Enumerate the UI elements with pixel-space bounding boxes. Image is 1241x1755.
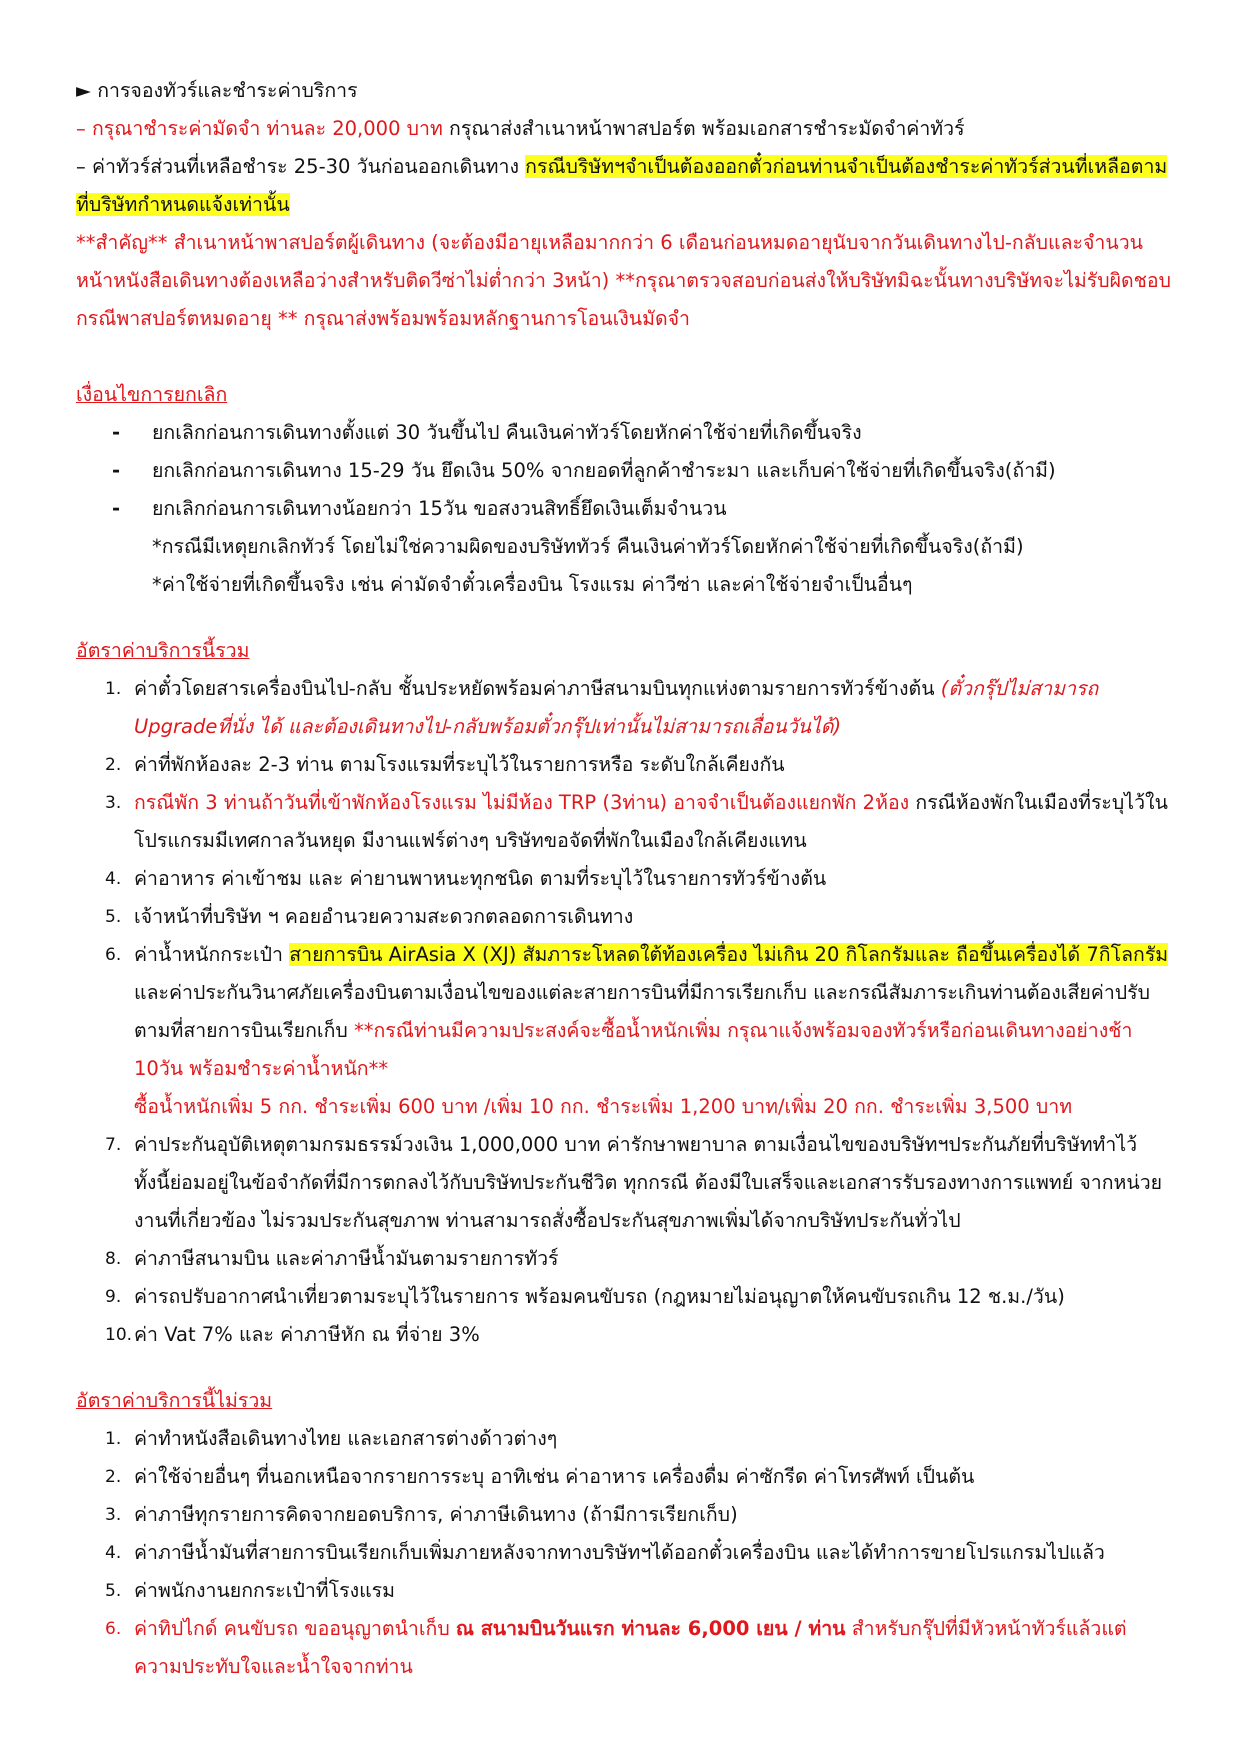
item-text: ค่าภาษีสนามบิน และค่าภาษีน้ำมันตามรายการทัวร์ <box>134 1247 559 1270</box>
list-item <box>76 784 1172 860</box>
item-text: เจ้าหน้าที่บริษัท ฯ คอยอำนวยความสะดวกตลอดการเดินทาง <box>134 905 634 928</box>
balance-text: – ค่าทัวร์ส่วนที่เหลือชำระ 25-30 วันก่อนออกเดินทาง <box>76 155 526 178</box>
list-item <box>76 1534 1172 1572</box>
item-number: 6. <box>105 1619 122 1639</box>
item-number: 3. <box>105 1505 122 1525</box>
item-text: และค่าประกันวินาศภัยเครื่องบินตามเงื่อนไขของแต่ละสายการบินที่มีการเรียกเก็บ และกรณีสัมภาระเกินท่านต้องเสียค่าปรับตามที่สายการบินเรียกเก็บ <box>134 981 1150 1042</box>
item-text: ค่าอาหาร ค่าเข้าชม และ ค่ายานพาหนะทุกชนิด ตามที่ระบุไว้ในรายการทัวร์ข้างต้น <box>134 867 827 890</box>
cancel-note: *ค่าใช้จ่ายที่เกิดขึ้นจริง เช่น ค่ามัดจำตั๋วเครื่องบิน โรงแรม ค่าวีซ่า และค่าใช้จ่ายจำเป็นอื่นๆ <box>152 573 913 596</box>
booking-heading: ► การจองทัวร์และชำระค่าบริการ <box>76 79 358 102</box>
item-text: ค่าตั๋วโดยสารเครื่องบินไป-กลับ ชั้นประหยัดพร้อมค่าภาษีสนามบินทุกแห่งตามรายการทัวร์ข้างต้น <box>134 677 941 700</box>
tip-amount: ณ สนามบินวันแรก ท่านละ 6,000 เยน / ท่าน <box>455 1617 846 1640</box>
item-note: **กรณีท่านมีความประสงค์จะซื้อน้ำหนักเพิ่ม กรุณาแจ้งพร้อมจองทัวร์หรือก่อนเดินทางอย่างช้า 10วัน พร้อมชำระค่าน้ำหนัก** <box>134 1019 1133 1080</box>
balance-line <box>76 148 1172 224</box>
item-text: สำหรับกรุ๊ปที่มีหัวหน้าทัวร์แล้วแต่ความประทับใจและน้ำใจจากท่าน <box>134 1617 1127 1678</box>
list-item <box>76 1572 1172 1610</box>
item-text: ค่าทิปไกด์ คนขับรถ ขออนุญาตนำเก็บ <box>134 1617 456 1640</box>
cancel-item-text: ยกเลิกก่อนการเดินทาง 15-29 วัน ยึดเงิน 50% จากยอดที่ลูกค้าชำระมา และเก็บค่าใช้จ่ายที่เกิดขึ้นจริง(ถ้ามี) <box>152 459 1056 482</box>
item-text: ค่าภาษีน้ำมันที่สายการบินเรียกเก็บเพิ่มภายหลังจากทางบริษัทฯได้ออกตั๋วเครื่องบิน และได้ทำการขายโปรแกรมไปแล้ว <box>134 1541 1105 1564</box>
item-number: 1. <box>105 1429 122 1449</box>
list-item <box>76 1240 1172 1278</box>
item-number: 6. <box>105 945 122 965</box>
list-item <box>76 1610 1172 1686</box>
list-item <box>76 746 1172 784</box>
item-number: 2. <box>105 1467 122 1487</box>
excluded-list <box>76 1420 1172 1686</box>
item-number: 10. <box>105 1325 133 1345</box>
item-number: 7. <box>105 1135 122 1155</box>
deposit-amount: – กรุณาชำระค่ามัดจำ ท่านละ 20,000 บาท <box>76 117 443 140</box>
list-item <box>76 1278 1172 1316</box>
item-text: ค่าน้ำหนักกระเป๋า <box>134 943 290 966</box>
item-number: 4. <box>105 1543 122 1563</box>
item-note: (ตั๋วกรุ๊ปไม่สามารถ Upgradeที่นั่ง ได้ และต้องเดินทางไป-กลับพร้อมตั๋วกรุ๊ปเท่านั้นไม่สามารถเลื่อนวันได้) <box>134 677 1099 738</box>
item-number: 4. <box>105 869 122 889</box>
item-text: ค่าประกันอุบัติเหตุตามกรมธรรม์วงเงิน 1,000,000 บาท ค่ารักษาพยาบาล ตามเงื่อนไขของบริษัทฯประกันภัยที่บริษัททำไว้ ทั้งนี้ย่อมอยู่ในข้อจำกัดที่มีการตกลงไว้กับบริษัทประกันชีวิต ทุกกรณี ต้องมีใบเสร็จและเอกสารรับรองทางการแพทย์ จากหน่วยงานที่เกี่ยวข้อง ไม่รวมประกันสุขภาพ ท่านสามารถสั่งซื้อประกันสุขภาพเพิ่มได้จากบริษัทประกันทั่วไป <box>134 1133 1163 1232</box>
list-item <box>76 670 1172 746</box>
baggage-price-note: ซื้อน้ำหนักเพิ่ม 5 กก. ชำระเพิ่ม 600 บาท /เพิ่ม 10 กก. ชำระเพิ่ม 1,200 บาท/เพิ่ม 20 กก. ชำระเพิ่ม 3,500 บาท <box>134 1095 1073 1118</box>
item-number: 8. <box>105 1249 122 1269</box>
dash-bullet: - <box>112 421 121 444</box>
excluded-heading: อัตราค่าบริการนี้ไม่รวม <box>76 1389 273 1412</box>
item-text: ค่าที่พักห้องละ 2-3 ท่าน ตามโรงแรมที่ระบุไว้ในรายการหรือ ระดับใกล้เคียงกัน <box>134 753 785 776</box>
list-item <box>76 1496 1172 1534</box>
item-text: ค่าภาษีทุกรายการคิดจากยอดบริการ, ค่าภาษีเดินทาง (ถ้ามีการเรียกเก็บ) <box>134 1503 738 1526</box>
item-text: ค่าพนักงานยกกระเป๋าที่โรงแรม <box>134 1579 395 1602</box>
list-item <box>76 936 1172 1126</box>
included-heading: อัตราค่าบริการนี้รวม <box>76 639 250 662</box>
deposit-line <box>76 110 1172 148</box>
item-number: 5. <box>105 907 122 927</box>
cancel-list <box>76 414 1172 528</box>
item-text: ค่าทำหนังสือเดินทางไทย และเอกสารต่างด้าวต่างๆ <box>134 1427 558 1450</box>
cancel-item-text: ยกเลิกก่อนการเดินทางตั้งแต่ 30 วันขึ้นไป คืนเงินค่าทัวร์โดยหักค่าใช้จ่ายที่เกิดขึ้นจริง <box>152 421 862 444</box>
balance-highlight: กรณีบริษัทฯจำเป็นต้องออกตั๋วก่อนท่านจำเป็นต้องชำระค่าทัวร์ส่วนที่เหลือตามที่บริษัทกำหนดแจ้งเท่านั้น <box>76 155 1168 216</box>
deposit-instruction: กรุณาส่งสำเนาหน้าพาสปอร์ต พร้อมเอกสารชำระมัดจำค่าทัวร์ <box>442 117 965 140</box>
cancel-note: *กรณีมีเหตุยกเลิกทัวร์ โดยไม่ใช่ความผิดของบริษัททัวร์ คืนเงินค่าทัวร์โดยหักค่าใช้จ่ายที่เกิดขึ้นจริง(ถ้ามี) <box>152 535 1024 558</box>
list-item <box>76 490 1172 528</box>
cancel-item-text: ยกเลิกก่อนการเดินทางน้อยกว่า 15วัน ขอสงวนสิทธิ์ยึดเงินเต็มจำนวน <box>152 497 727 520</box>
list-item <box>76 414 1172 452</box>
list-item <box>76 452 1172 490</box>
included-list <box>76 670 1172 1354</box>
list-item <box>76 898 1172 936</box>
item-note: กรณีพัก 3 ท่านถ้าวันที่เข้าพักห้องโรงแรม ไม่มีห้อง TRP (3ท่าน) อาจจำเป็นต้องแยกพัก 2ห้อง <box>134 791 910 814</box>
list-item <box>76 860 1172 898</box>
item-text: ค่า Vat 7% และ ค่าภาษีหัก ณ ที่จ่าย 3% <box>134 1323 480 1346</box>
item-number: 1. <box>105 679 122 699</box>
list-item <box>76 1316 1172 1354</box>
item-number: 2. <box>105 755 122 775</box>
item-text: ค่าใช้จ่ายอื่นๆ ที่นอกเหนือจากรายการระบุ อาทิเช่น ค่าอาหาร เครื่องดื่ม ค่าซักรีด ค่าโทรศัพท์ เป็นต้น <box>134 1465 975 1488</box>
item-number: 9. <box>105 1287 122 1307</box>
list-item <box>76 1420 1172 1458</box>
cancel-heading: เงื่อนไขการยกเลิก <box>76 383 228 406</box>
list-item <box>76 1458 1172 1496</box>
dash-bullet: - <box>112 497 121 520</box>
item-text: กรณีห้องพักในเมืองที่ระบุไว้ในโปรแกรมมีเทศกาลวันหยุด มีงานแฟร์ต่างๆ บริษัทขอจัดที่พักในเมืองใกล้เคียงแทน <box>134 791 1168 852</box>
item-number: 3. <box>105 793 122 813</box>
important-note: **สำคัญ** สำเนาหน้าพาสปอร์ตผู้เดินทาง (จะต้องมีอายุเหลือมากกว่า 6 เดือนก่อนหมดอายุนับจากวันเดินทางไป-กลับและจำนวนหน้าหนังสือเดินทางต้องเหลือว่างสำหรับติดวีซ่าไม่ต่ำกว่า 3หน้า) **กรุณาตรวจสอบก่อนส่งให้บริษัทมิฉะนั้นทางบริษัทจะไม่รับผิดชอบกรณีพาสปอร์ตหมดอายุ ** กรุณาส่งพร้อมพร้อมหลักฐานการโอนเงินมัดจำ <box>76 231 1171 330</box>
item-number: 5. <box>105 1581 122 1601</box>
list-item <box>76 1126 1172 1240</box>
dash-bullet: - <box>112 459 121 482</box>
item-text: ค่ารถปรับอากาศนำเที่ยวตามระบุไว้ในรายการ พร้อมคนขับรถ (กฎหมายไม่อนุญาตให้คนขับรถเกิน 12 ช.ม./วัน) <box>134 1285 1065 1308</box>
document-page <box>76 72 1172 1686</box>
baggage-highlight: สายการบิน AirAsia X (XJ) สัมภาระโหลดใต้ท้องเครื่อง ไม่เกิน 20 กิโลกรัมและ ถือขึ้นเครื่องได้ 7กิโลกรัม <box>289 943 1169 966</box>
